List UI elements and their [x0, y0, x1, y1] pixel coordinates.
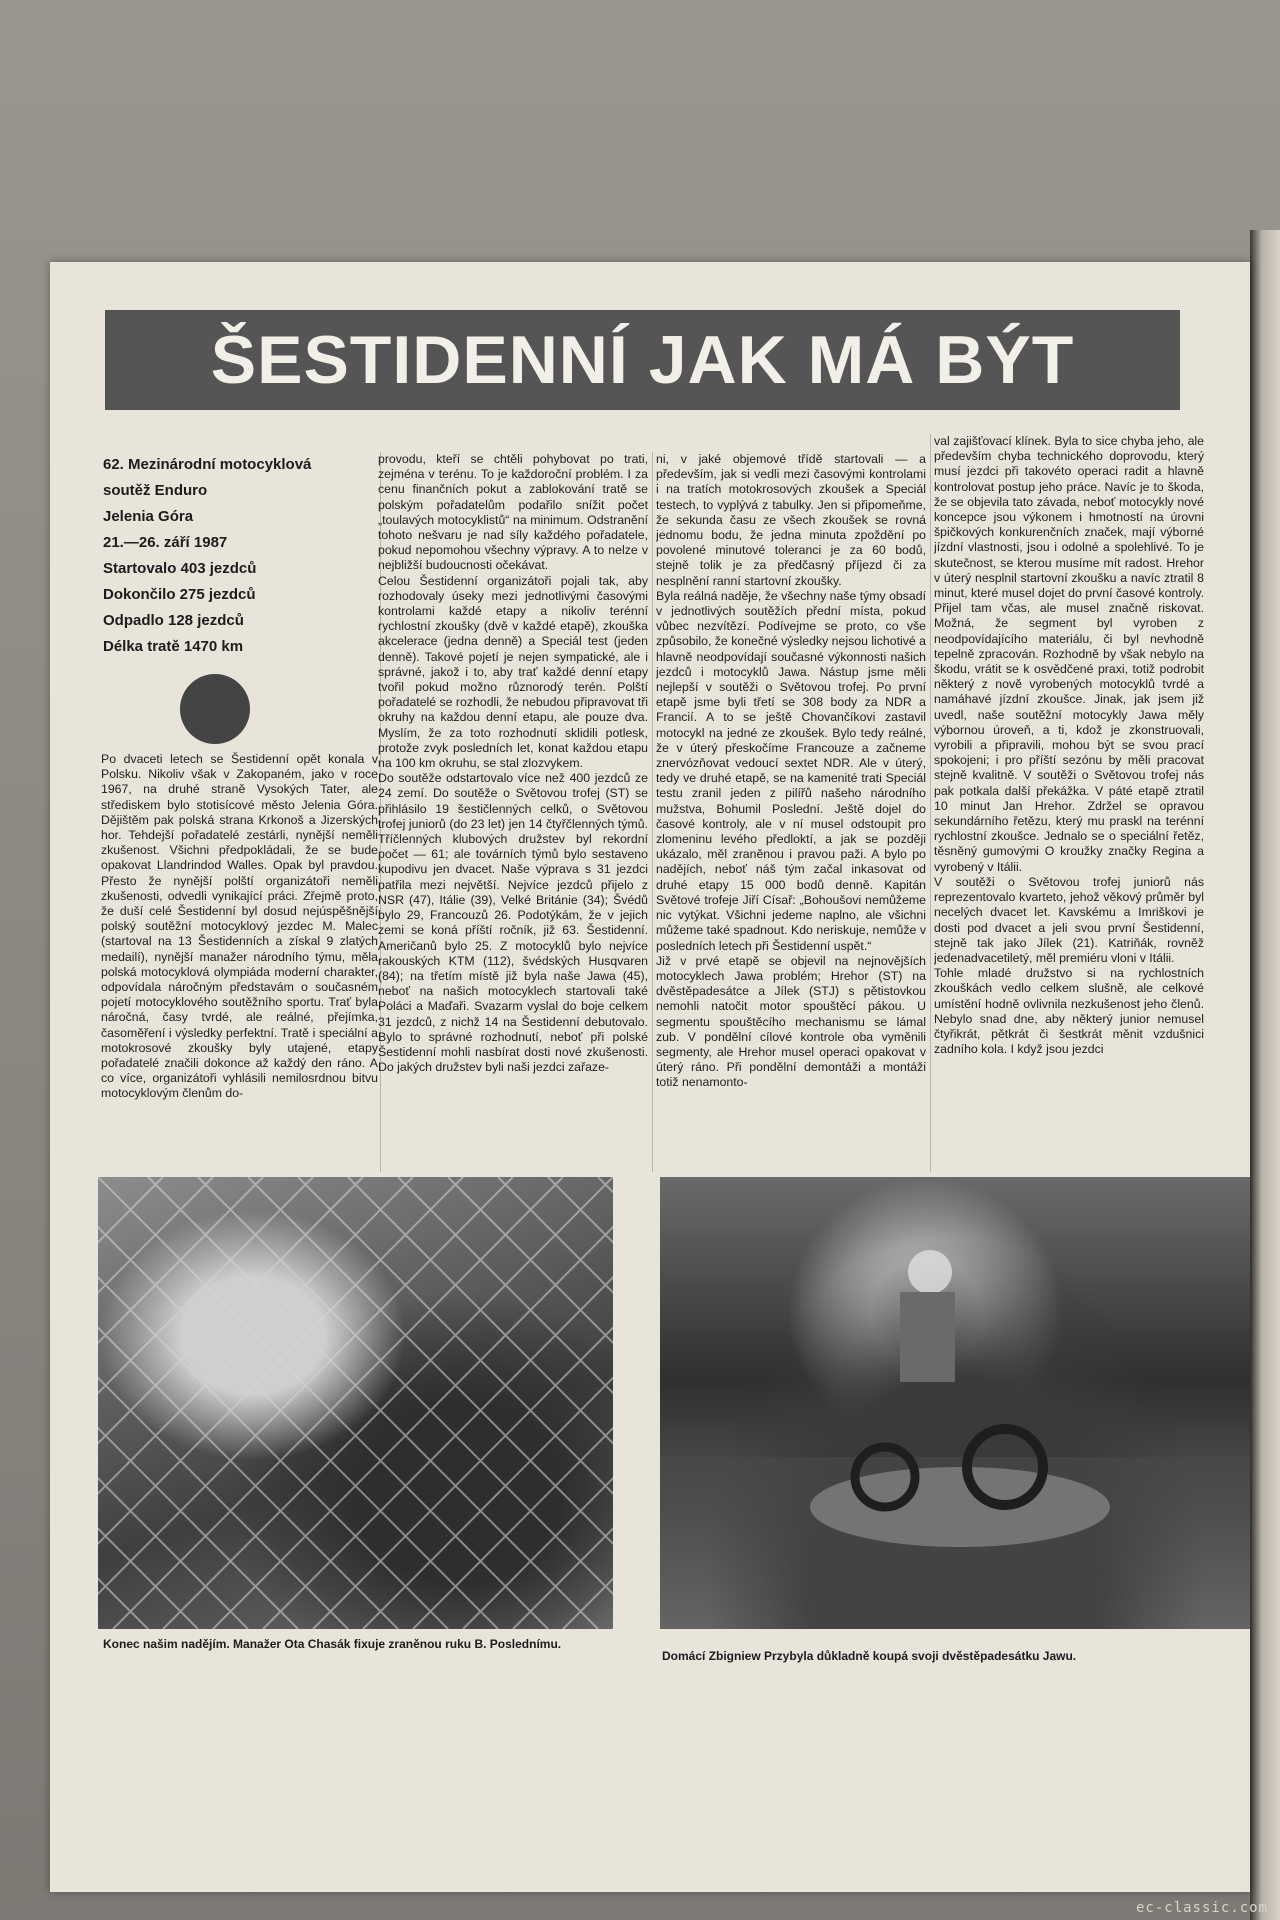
fact-line: 21.—26. září 1987 [103, 534, 228, 551]
article-column-3 [656, 452, 926, 1172]
paragraph: Již v prvé etapě se objevil na nejnovějších motocyklech Jawa problém; Hrehor (ST) na dvěstěpadesátce a Jílek (STJ) s pětistovkou nemohli natočit motor spouštěcí pákou. U segmentu spouštěcího mechanismu se lámal zub. V pondělní cílové kontrole oba vyměnili segmenty, ale Hrehor musel operaci opakovat v úterý ráno. Při pondělní demontáži a montáži totiž nenamonto- [656, 953, 926, 1090]
fact-line: Dokončilo 275 jezdců [103, 586, 256, 603]
fact-line: Délka tratě 1470 km [103, 638, 244, 655]
fact-line: 62. Mezinárodní motocyklová [103, 456, 312, 473]
paragraph: Po dvaceti letech se Šestidenní opět konala v Polsku. Nikoliv však v Zakopaném, jako v roce 1967, na druhé straně Vysokých Tater, ale střediskem bylo stotisícové město Jelenia Góra. Dějištěm pak polská strana Krkonoš a Jizerských hor. Tehdejší pořadatelé zestárli, nynější neměli zkušenost. Všichni předpokládali, že se bude opakovat Llandrindod Walles. Opak byl pravdou. Přesto že nynější polští organizátoři neměli zkušenosti, odvedli vynikající práci. Zřejmě proto, že duší celé Šestidenní byl dosud nejúspěšnější polský soutěžní motocyklový jezdec M. Malec (startoval na 13 Šestidenních a získal 9 zlatých medailí), nynější manažer národního týmu, měla polská motocyklová olympiáda moderní charakter, odpovídala náročným představám o současném pojetí motocyklového soutěžního sportu. Trať byla náročná, časy tvrdé, ale reálné, přejímka, časoměření i výsledky perfektní. Tratě i speciální a motokrosové zkoušky byly utajené, etapy pořadatelé značili dokonce až každý den ráno. A co více, organizátoři vyhlásili nemilosrdnou bitvu motocyklovým členům do- [101, 752, 378, 1101]
column-rule [930, 434, 931, 1172]
paragraph: Celou Šestidenní organizátoři pojali tak, aby rozhodovaly úseky mezi jednotlivými časovými kontrolami každé etapy a nikoliv terénní rychlostní zkoušky (dvě v každé etapě), zkouška akcelerace (jedna denně) a Speciál test (jeden denně). Takové pojetí je nejen sympatické, ale i správné, jakož i to, aby trať každé denní etapy tvořil pokud možno různorodý terén. Polští pořadatelé se rozhodli, že nebudou připravovat tři okruhy na každou denní etapu, ale pouze dva. Myslím, že za toto rozhodnutí sklidili potlesk, protože zvyk posledních let, konat každou etapu na 100 km okruhu, se stal zlozvykem. [378, 573, 648, 771]
article-column-1 [101, 752, 378, 1172]
paragraph: ni, v jaké objemové třídě startovali — a především, jak si vedli mezi časovými kontrolami i na tratích motokrosových zkoušek a Speciál testech, to vyplývá z tabulky. Jen si připomeňme, že sekunda času ze všech zkoušek se rovná jednomu bodu, že jedna minuta zpoždění po povolené minutové toleranci je za 60 bodů, stejně tolik je za předčasný příjezd či za nesplnění ranní startovní zkoušky. [656, 452, 926, 588]
headline: ŠESTIDENNÍ JAK MÁ BÝT [210, 322, 1075, 398]
magazine-spine [1250, 230, 1280, 1920]
fact-line: soutěž Enduro [103, 482, 208, 499]
paragraph: Do soutěže odstartovalo více než 400 jezdců ze 24 zemí. Do soutěže o Světovou trofej (ST) se přihlásilo 19 šestičlenných celků, o Světovou trofej juniorů (do 23 let) jen 14 čtyřčlenných týmů. Tříčlenných klubových družstev byl rekordní počet — 61; ale továrních týmů bylo sestaveno kupodivu jen dvacet. Naše výprava s 31 jezdci patřila mezi největší. Nejvíce jezdců přijelo z NSR (47), Itálie (39), Velké Británie (34); Švédů bylo 29, Francouzů 26. Podotýkám, že v jejich zemi se koná příští ročník, již 63. Šestidenní. Američanů bylo 25. Z motocyklů bylo nejvíce rakouských KTM (112), švédských Husqvaren (84); na třetím místě již byla naše Jawa (45), neboť na našich motocyklech startovali také Poláci a Maďaři. Svazarm vyslal do boje celkem 31 jezdců, z nichž 14 na Šestidenní debutovalo. Bylo to správné rozhodnutí, neboť při polské Šestidenní mohli nasbírat dosti nové zkušenosti. Do jakých družstev byli naši jezdci zařaze- [378, 771, 648, 1075]
article-column-4 [934, 434, 1204, 1172]
fact-line: Odpadlo 128 jezdců [103, 612, 244, 629]
paragraph: Tohle mladé družstvo si na rychlostních zkouškách vedlo celkem slušně, ale celkové umístění hodně ovlivnila nezkušenost jeho členů. Nebylo snad dne, aby některý junior nemusel čtyřikrát, pětkrát či šestkrát měnit vzdušnici zadního kola. I když jsou jezdci [934, 966, 1204, 1057]
paragraph: val zajišťovací klínek. Byla to sice chyba jeho, ale především chyba technického doprovodu, který musí jezdci při takovéto operaci radit a hlavně kontrolovat postup jeho práce. Navíc je to škoda, že se objevila tato závada, neboť motocykly nové koncepce jsou výkonem i hmotností na úrovni špičkových konkurenčních značek, mají výborné jízdní vlastnosti, jsou i odolné a spolehlivé. To je skutečnost, se kterou musíme mít radost. Hrehor v úterý nesplnil startovní zkoušku a navíc ztratil 8 minut, které musel dojet do první časové kontroly. Přijel tam včas, ale musel značně riskovat. Možná, že segment byl vyroben z neodpovídajícího materiálu, či byl nevhodně tepelně zpracován. Rozhodně by však nebylo na škodu, vrátit se k osvědčené praxi, totiž podrobit některý z nově vyrobených motocyklů tvrdé a namáhavé jízdní zkoušce. Jinak, jak jsem již uvedl, naše soutěžní motocykly Jawa měly výbornou úroveň, a ti, kdož je zkonstruovali, vyrobili a připravili, mohou být se svou prací spokojeni; i pro příští sezónu by měli pracovat stejně kvalitně. V soutěži o Světovou trofej nás pak potkala další překážka. V páté etapě ztratil 10 minut Jan Hrehor. Zdržel se opravou sekundárního řetězu, který mu praskl na terénní rychlostní zkoušce. Jednalo se o speciální řetěz, těsněný gumovými O kroužky značky Regina a vyrobený v Itálii. [934, 434, 1204, 874]
photo-caption-left: Konec našim nadějím. Manažer Ota Chasák fixuje zraněnou ruku B. Poslednímu. [103, 1637, 562, 1651]
column-rule [652, 452, 653, 1172]
photo-caption-right: Domácí Zbigniew Przybyla důkladně koupá svoji dvěstěpadesátku Jawu. [662, 1649, 1077, 1663]
magazine-page [50, 262, 1250, 1892]
paragraph: V soutěži o Světovou trofej juniorů nás reprezentovalo kvarteto, jehož věkový průměr byl necelých dvacet let. Kavskému a Imrіškovi je dosti pod dvacet a jeli svou první Šestidenní, stejně tak jako Jílek (21). Katriňák, rovněž jedenadvacetiletý, měl premiéru vloni v Itálii. [934, 874, 1204, 965]
rider-scene-graphic [660, 1177, 1250, 1629]
bullet-dot [180, 674, 250, 744]
event-facts [103, 452, 373, 660]
photo-manager-fixing-arm [98, 1177, 613, 1629]
headline-bar [105, 310, 1180, 410]
fact-line: Startovalo 403 jezdců [103, 560, 257, 577]
photo-rider-water-crossing [660, 1177, 1250, 1629]
paragraph: Byla reálná naděje, že všechny naše týmy obsadí v jednotlivých soutěžích přední místa, pokud vůbec nezvítězí. Podívejme se proto, co vše způsobilo, že konečné výsledky nejsou lichotivé a hlavně neodpovídají současné výkonnosti našich jezdců i motocyklů Jawa. Nástup jsme měli nejlepší v soutěži o Světovou trofej. Po první etapě jsme byli třetí se 308 body za NDR a Francií. A to se ještě Chovančíkovi zastavil motocykl na jedné ze zkoušek. Bylo tedy reálné, že v úterý přeskočíme Francouze a začneme znervózňovat vedoucí sextet NDR. Ale v úterý, tedy ve druhé etapě, se na kamenité trati Speciál testu zranil jeden z pilířů našeho národního mužstva, Bohumil Poslední. Ještě dojel do časové kontroly, ale v ní musel odstoupit pro zlomeninu levého předloktí, a jak se později ukázalo, měl zraněnou i pravou paži. A bylo po nadějích, neboť náš tým začal inkasovat od druhé etapy 15 000 bodů denně. Kapitán Světové trofeje Jiří Císař: „Bohoušovi nemůžeme nic vytýkat. Všichni jedeme naplno, ale všichni můžeme také spadnout. Kdo neriskuje, nemůže v posledních letech při Šestidenní uspět.“ [656, 588, 926, 953]
fact-line: Jelenia Góra [103, 508, 194, 525]
chain-link-fence-graphic [98, 1177, 613, 1629]
site-watermark: ec-classic.com [1135, 1900, 1268, 1916]
article-column-2 [378, 452, 648, 1172]
paragraph: provodu, kteří se chtěli pohybovat po trati, zejména v terénu. To je každoroční problém. I za cenu finančních pokut a zablokování tratě se polským pořadatelům podařilo snížit počet „toulavých motocyklistů“ na minimum. Odstranění tohoto nešvaru je nad síly každého pořadatele, pokud nepomohou všechny výpravy. A to nelze v nejbližší budoucnosti očekávat. [378, 452, 648, 573]
